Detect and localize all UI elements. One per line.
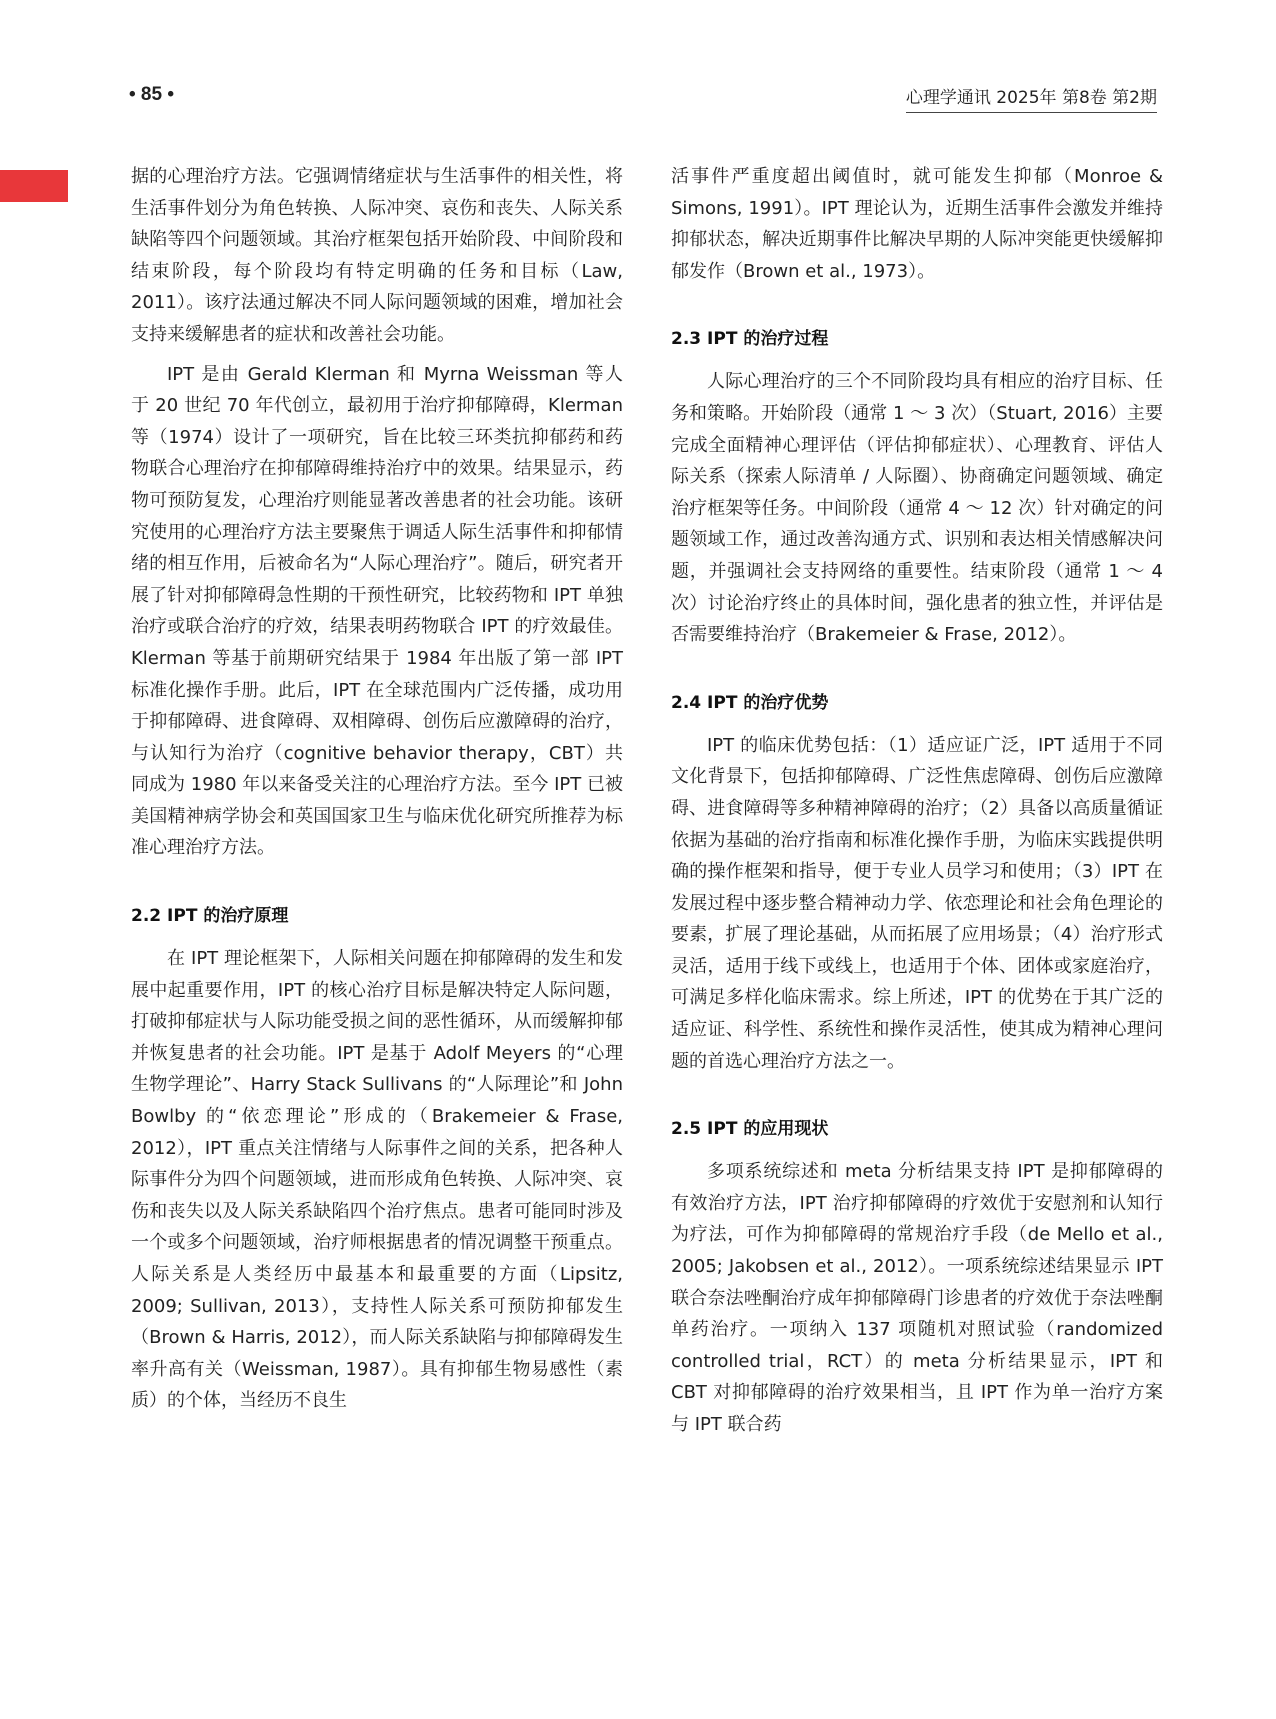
- section-heading-2-3: 2.3 IPT 的治疗过程: [671, 329, 829, 350]
- paragraph: 多项系统综述和 meta 分析结果支持 IPT 是抑郁障碍的有效治疗方法，IPT 治疗抑郁障碍的疗效优于安慰剂和认知行为疗法，可作为抑郁障碍的常规治疗手段（de Mello et al., 2005; Jakobsen et al., 2012）。一项系统综述结果显示 IPT 联合奈法唑酮治疗成年抑郁障碍门诊患者的疗效优于奈法唑酮单药治疗。一项纳入 137 项随机对照试验（randomized controlled trial，RCT）的 meta 分析结果显示，IPT 和 CBT 对抑郁障碍的治疗效果相当，且 IPT 作为单一治疗方案与 IPT 联合药: [671, 1161, 1163, 1435]
- section-heading-2-4: 2.4 IPT 的治疗优势: [671, 692, 829, 713]
- red-edge-tab: [0, 170, 68, 202]
- journal-header: 心理学通讯 2025年 第8卷 第2期: [906, 83, 1157, 113]
- paragraph: IPT 的临床优势包括：（1）适应证广泛，IPT 适用于不同文化背景下，包括抑郁障碍、广泛性焦虑障碍、创伤后应激障碍、进食障碍等多种精神障碍的治疗；（2）具备以高质量循证依据为基础的治疗指南和标准化操作手册，为临床实践提供明确的操作框架和指导，便于专业人员学习和使用；（3）IPT 在发展过程中逐步整合精神动力学、依恋理论和社会角色理论的要素，扩展了理论基础，从而拓展了应用场景；（4）治疗形式灵活，适用于线下或线上，也适用于个体、团体或家庭治疗，可满足多样化临床需求。综上所述，IPT 的优势在于其广泛的适应证、科学性、系统性和操作灵活性，使其成为精神心理问题的首选心理治疗方法之一。: [671, 734, 1163, 1072]
- paragraph: 在 IPT 理论框架下，人际相关问题在抑郁障碍的发生和发展中起重要作用，IPT 的核心治疗目标是解决特定人际问题，打破抑郁症状与人际功能受损之间的恶性循环，从而缓解抑郁并恢复患者的社会功能。IPT 是基于 Adolf Meyers 的“心理生物学理论”、Harry Stack Sullivans 的“人际理论”和 John Bowlby 的“依恋理论”形成的（Brakemeier & Frase, 2012），IPT 重点关注情绪与人际事件之间的关系，把各种人际事件分为四个问题领域，进而形成角色转换、人际冲突、哀伤和丧失以及人际关系缺陷四个治疗焦点。患者可能同时涉及一个或多个问题领域，治疗师根据患者的情况调整干预重点。人际关系是人类经历中最基本和最重要的方面（Lipsitz, 2009; Sullivan, 2013），支持性人际关系可预防抑郁发生（Brown & Harris, 2012），而人际关系缺陷与抑郁障碍发生率升高有关（Weissman, 1987）。具有抑郁生物易感性（素质）的个体，当经历不良生: [131, 948, 623, 1412]
- section-heading-2-2: 2.2 IPT 的治疗原理: [131, 906, 289, 927]
- page-number: • 85 •: [129, 84, 174, 105]
- section-heading-2-5: 2.5 IPT 的应用现状: [671, 1119, 829, 1140]
- paragraph: 人际心理治疗的三个不同阶段均具有相应的治疗目标、任务和策略。开始阶段（通常 1 ～ 3 次）（Stuart, 2016）主要完成全面精神心理评估（评估抑郁症状）、心理教育、评估人际关系（探索人际清单 / 人际圈）、协商确定问题领域、确定治疗框架等任务。中间阶段（通常 4 ～ 12 次）针对确定的问题领域工作，通过改善沟通方式、识别和表达相关情感解决问题，并强调社会支持网络的重要性。结束阶段（通常 1 ～ 4 次）讨论治疗终止的具体时间，强化患者的独立性，并评估是否需要维持治疗（Brakemeier & Frase, 2012）。: [671, 371, 1163, 646]
- paragraph: 活事件严重度超出阈值时，就可能发生抑郁（Monroe & Simons, 1991）。IPT 理论认为，近期生活事件会激发并维持抑郁状态，解决近期事件比解决早期的人际冲突能更快缓解抑郁发作（Brown et al., 1973）。: [671, 166, 1163, 282]
- paragraph: 据的心理治疗方法。它强调情绪症状与生活事件的相关性，将生活事件划分为角色转换、人际冲突、哀伤和丧失、人际关系缺陷等四个问题领域。其治疗框架包括开始阶段、中间阶段和结束阶段，每个阶段均有特定明确的任务和目标（Law, 2011）。该疗法通过解决不同人际问题领域的困难，增加社会支持来缓解患者的症状和改善社会功能。: [131, 166, 623, 345]
- right-column: [671, 161, 1163, 1441]
- left-column: [131, 161, 623, 1417]
- paragraph: IPT 是由 Gerald Klerman 和 Myrna Weissman 等人于 20 世纪 70 年代创立，最初用于治疗抑郁障碍，Klerman 等（1974）设计了一项研究，旨在比较三环类抗抑郁药和药物联合心理治疗在抑郁障碍维持治疗中的效果。结果显示，药物可预防复发，心理治疗则能显著改善患者的社会功能。该研究使用的心理治疗方法主要聚焦于调适人际生活事件和抑郁情绪的相互作用，后被命名为“人际心理治疗”。随后，研究者开展了针对抑郁障碍急性期的干预性研究，比较药物和 IPT 单独治疗或联合治疗的疗效，结果表明药物联合 IPT 的疗效最佳。Klerman 等基于前期研究结果于 1984 年出版了第一部 IPT 标准化操作手册。此后，IPT 在全球范围内广泛传播，成功用于抑郁障碍、进食障碍、双相障碍、创伤后应激障碍的治疗，与认知行为治疗（cognitive behavior therapy，CBT）共同成为 1980 年以来备受关注的心理治疗方法。至今 IPT 已被美国精神病学协会和英国国家卫生与临床优化研究所推荐为标准心理治疗方法。: [131, 363, 623, 859]
